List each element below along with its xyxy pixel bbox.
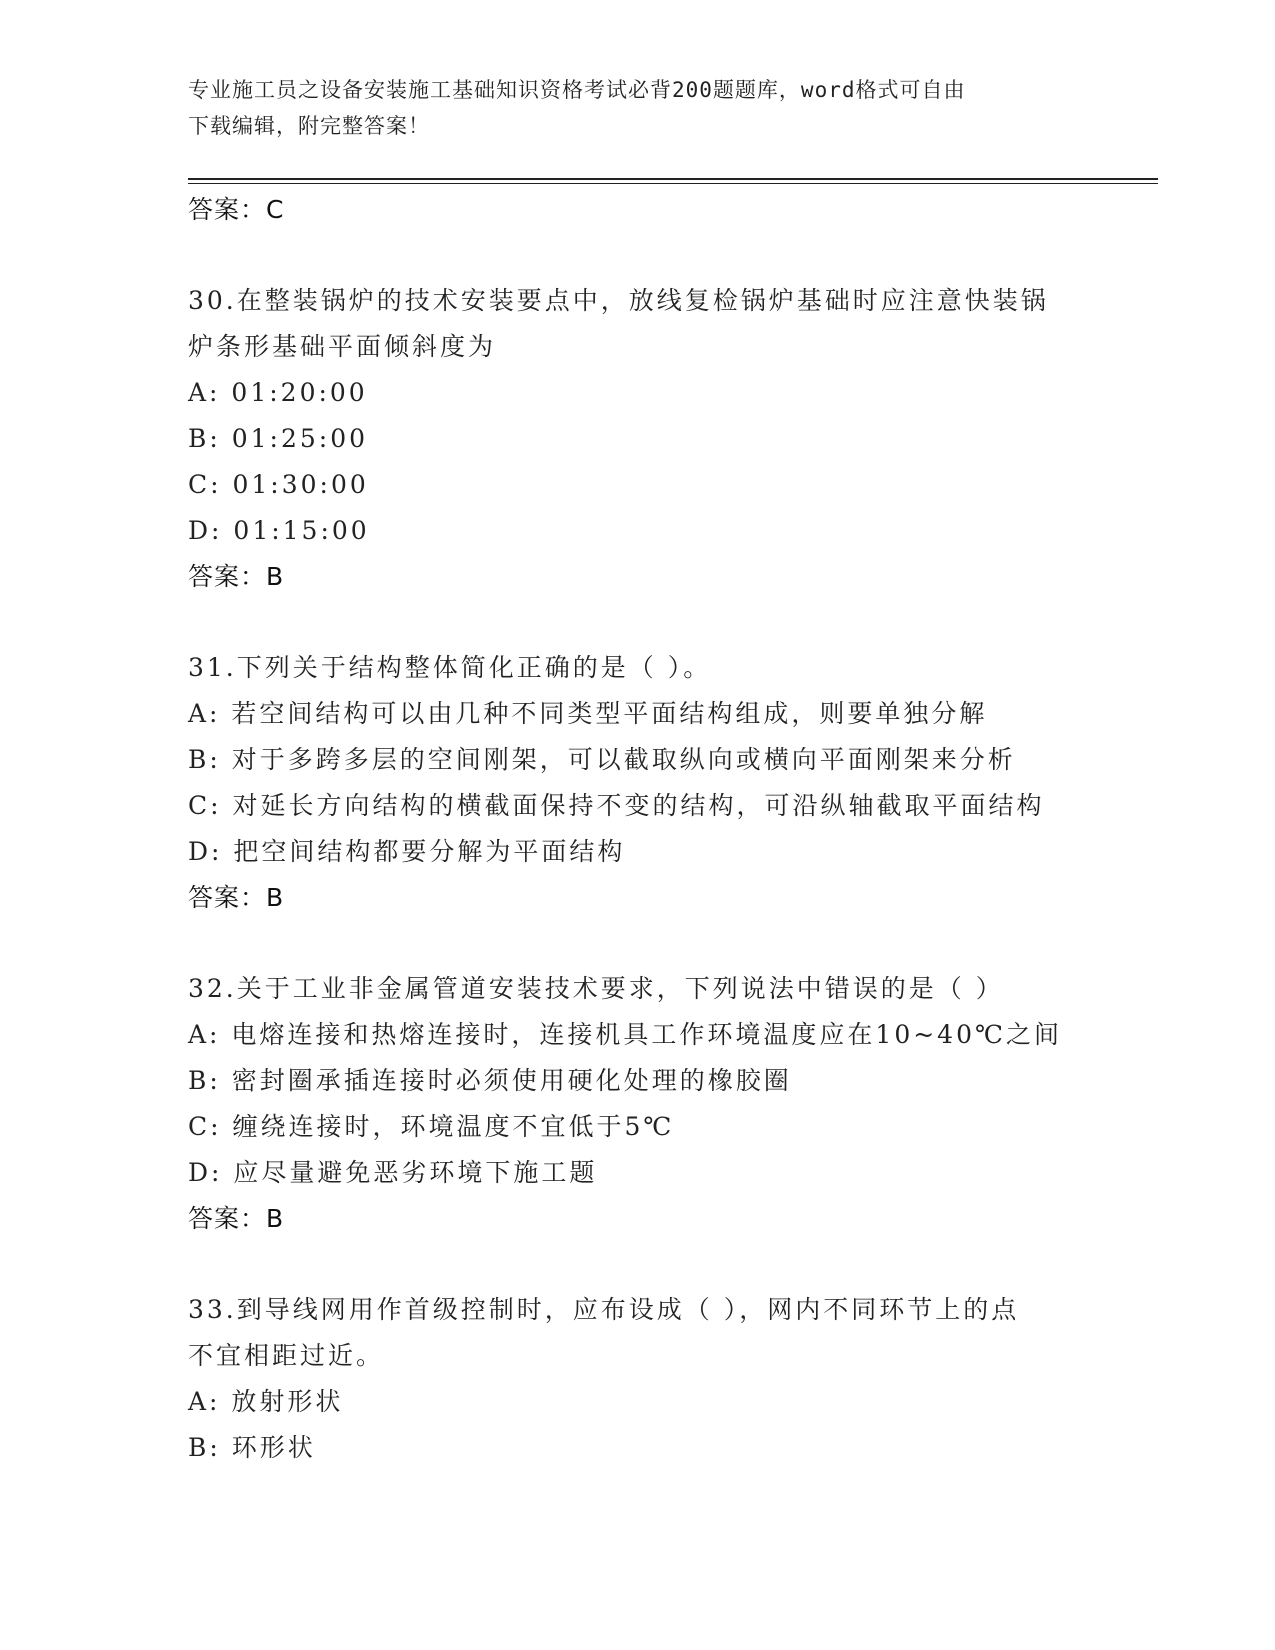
- question-32: [188, 966, 1148, 1242]
- previous-answer: 答案：C: [188, 195, 285, 224]
- option-d: D: 01:15:00: [188, 516, 370, 545]
- option-b: B: 对于多跨多层的空间刚架，可以截取纵向或横向平面刚架来分析: [188, 745, 1016, 774]
- spacer: [188, 233, 1148, 278]
- header-divider-thick: [188, 178, 1158, 180]
- document-header: [188, 72, 1088, 144]
- option-a: A: 01:20:00: [188, 378, 368, 407]
- question-content: [188, 187, 1148, 1471]
- question-stem-continued: 不宜相距过近。: [188, 1341, 385, 1370]
- option-a: A: 电熔连接和热熔连接时，连接机具工作环境温度应在10~40℃之间: [188, 1020, 1062, 1049]
- option-c: C: 缠绕连接时，环境温度不宜低于5℃: [188, 1112, 675, 1141]
- spacer: [188, 921, 1148, 966]
- header-line-2: 下载编辑，附完整答案！: [188, 114, 430, 138]
- question-33: [188, 1287, 1148, 1471]
- option-b: B: 01:25:00: [188, 424, 369, 453]
- answer: 答案：B: [188, 1204, 285, 1233]
- spacer: [188, 1242, 1148, 1287]
- option-d: D: 应尽量避免恶劣环境下施工题: [188, 1158, 598, 1187]
- header-line-1: 专业施工员之设备安装施工基础知识资格考试必背200题题库，word格式可自由: [188, 78, 966, 102]
- question-31: [188, 645, 1148, 921]
- answer: 答案：B: [188, 883, 285, 912]
- option-a: A: 若空间结构可以由几种不同类型平面结构组成，则要单独分解: [188, 699, 988, 728]
- question-stem: 32.关于工业非金属管道安装技术要求，下列说法中错误的是（ ）: [188, 974, 1004, 1003]
- option-b: B: 密封圈承插连接时必须使用硬化处理的橡胶圈: [188, 1066, 792, 1095]
- header-divider-thin: [188, 183, 1158, 184]
- option-b: B: 环形状: [188, 1433, 316, 1462]
- question-stem-continued: 炉条形基础平面倾斜度为: [188, 332, 497, 361]
- answer: 答案：B: [188, 562, 285, 591]
- question-stem: 31.下列关于结构整体简化正确的是（ ）。: [188, 653, 712, 682]
- option-c: C: 对延长方向结构的横截面保持不变的结构，可沿纵轴截取平面结构: [188, 791, 1045, 820]
- question-30: [188, 278, 1148, 600]
- option-c: C: 01:30:00: [188, 470, 369, 499]
- question-stem: 30.在整装锅炉的技术安装要点中，放线复检锅炉基础时应注意快装锅: [188, 286, 1049, 315]
- option-a: A: 放射形状: [188, 1387, 344, 1416]
- question-stem: 33.到导线网用作首级控制时，应布设成（ ），网内不同环节上的点: [188, 1295, 1020, 1324]
- spacer: [188, 600, 1148, 645]
- option-d: D: 把空间结构都要分解为平面结构: [188, 837, 626, 866]
